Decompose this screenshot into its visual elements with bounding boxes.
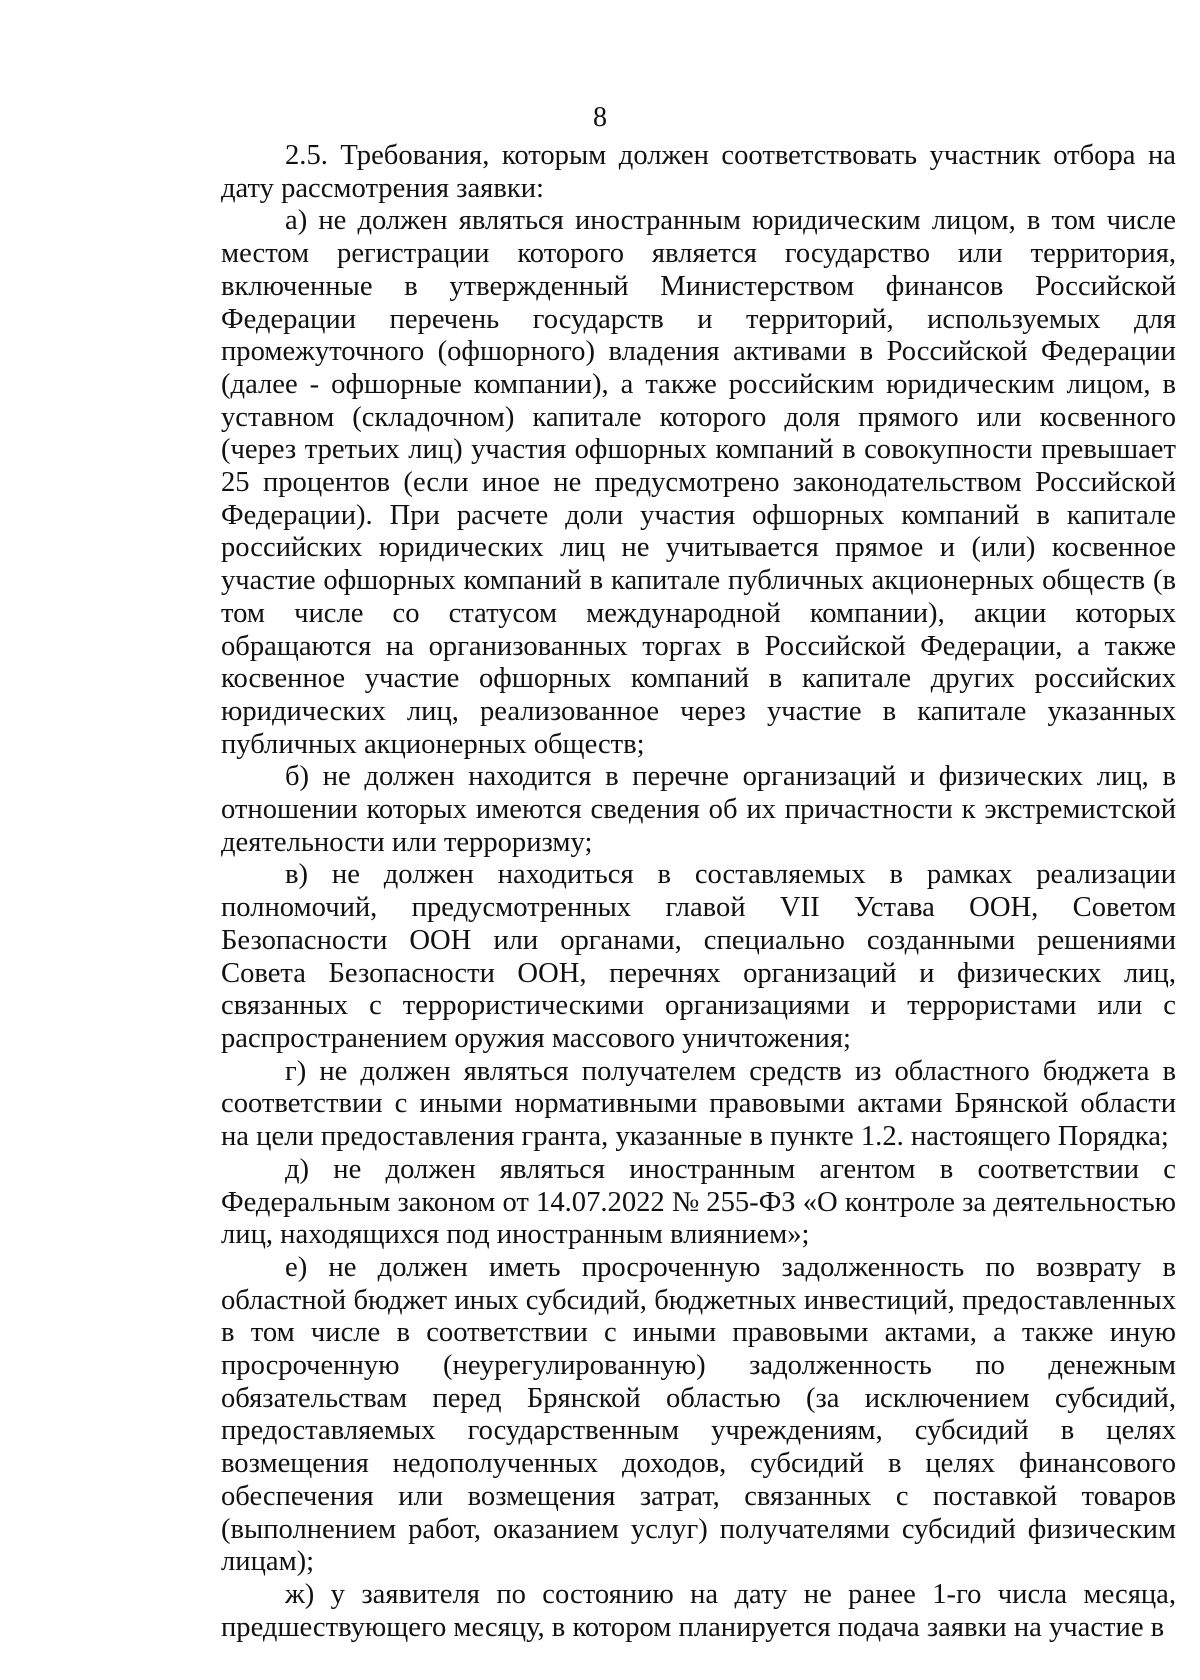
paragraph-2-5-heading: 2.5. Требования, которым должен соответствовать участник отбора на дату рассмотрения заявки: [221, 140, 1176, 204]
paragraph-item-b: б) не должен находится в перечне организаций и физических лиц, в отношении которых имеются сведения об их причастности к экстремистской деятельности или терроризму; [221, 761, 1176, 858]
paragraph-item-g: г) не должен являться получателем средств из областного бюджета в соответствии с иными нормативными правовыми актами Брянской области на цели предоставления гранта, указанные в пункте 1.2. настоящего Порядка; [221, 1055, 1176, 1153]
paragraph-item-v: в) не должен находиться в составляемых в рамках реализации полномочий, предусмотренных главой VII Устава ООН, Советом Безопасности ООН или органами, специально созданными решениями Совета Безопасности ООН, перечнях организаций и физических лиц, связанных с террористическими организациями и террористами или с распространением оружия массового уничтожения; [221, 859, 1176, 1054]
paragraph-item-d: д) не должен являться иностранным агентом в соответствии с Федеральным законом от 14.07.2022 № 255-ФЗ «О контроле за деятельностью лиц, находящихся под иностранным влиянием»; [221, 1153, 1176, 1251]
document-body [221, 140, 1176, 1644]
paragraph-item-zh: ж) у заявителя по состоянию на дату не ранее 1-го числа месяца, предшествующего месяцу, в котором планируется подача заявки на участие в [221, 1578, 1176, 1643]
paragraph-item-e: е) не должен иметь просроченную задолженность по возврату в областной бюджет иных субсидий, бюджетных инвестиций, предоставленных в том числе в соответствии с иными правовыми актами, а также иную просроченную (неурегулированную) задолженность по денежным обязательствам перед Брянской областью (за исключением субсидий, предоставляемых государственным учреждениям, субсидий в целях возмещения недополученных доходов, субсидий в целях финансового обеспечения или возмещения затрат, связанных с поставкой товаров (выполнением работ, оказанием услуг) получателями субсидий физическим лицам); [221, 1251, 1176, 1578]
page-number: 8 [593, 102, 607, 133]
paragraph-item-a: а) не должен являться иностранным юридическим лицом, в том числе местом регистрации которого является государство или территория, включенные в утвержденный Министерством финансов Российской Федерации перечень государств и территорий, используемых для промежуточного (офшорного) владения активами в Российской Федерации (далее - офшорные компании), а также российским юридическим лицом, в уставном (складочном) капитале которого доля прямого или косвенного (через третьих лиц) участия офшорных компаний в совокупности превышает 25 процентов (если иное не предусмотрено законодательством Российской Федерации). При расчете доли участия офшорных компаний в капитале российских юридических лиц не учитывается прямое и (или) косвенное участие офшорных компаний в капитале публичных акционерных обществ (в том числе со статусом международной компании), акции которых обращаются на организованных торгах в Российской Федерации, а также косвенное участие офшорных компаний в капитале других российских юридических лиц, реализованное через участие в капитале указанных публичных акционерных обществ; [221, 205, 1176, 760]
